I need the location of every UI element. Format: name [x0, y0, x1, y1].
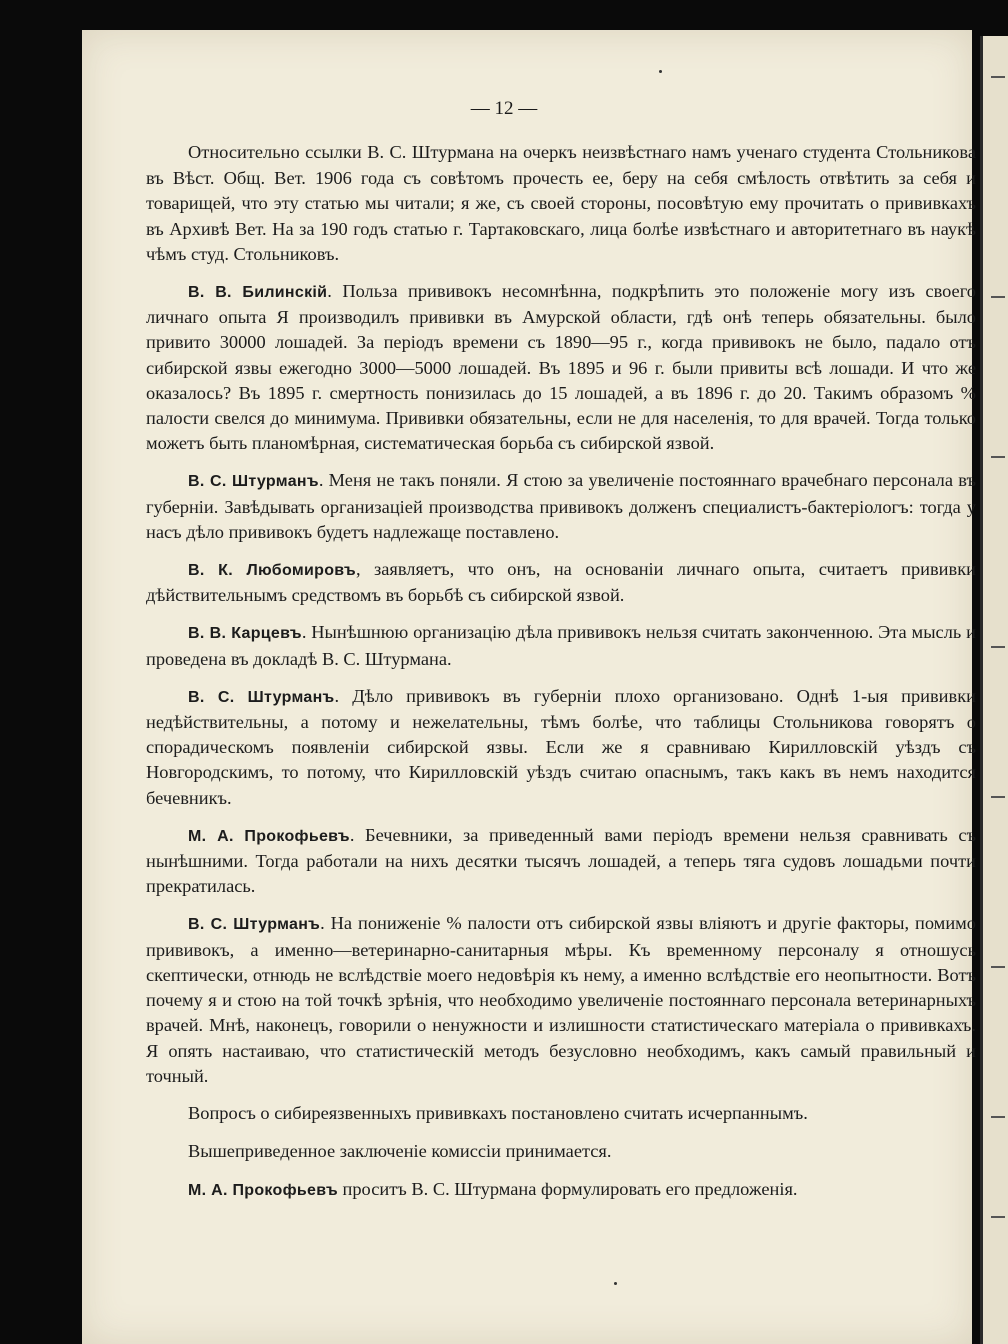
- speaker-name: В. В. Карцевъ: [188, 625, 302, 643]
- adjacent-page-edge: [980, 36, 1008, 1344]
- paragraph: [146, 557, 976, 608]
- paragraph: [146, 1177, 976, 1203]
- paragraph-text: . Нынѣшнюю организацію дѣла прививокъ нельзя считать законченною. Эта мысль и проведена въ докладѣ В. С. Штурмана.: [146, 622, 976, 669]
- paragraph: [146, 911, 976, 1088]
- paragraph: [146, 140, 976, 267]
- speaker-name: В. С. Штурманъ: [188, 473, 319, 491]
- speaker-name: М. А. Прокофьевъ: [188, 1182, 338, 1200]
- paper-speck: [614, 1282, 617, 1285]
- paragraph: [146, 1101, 976, 1127]
- speaker-name: М. А. Прокофьевъ: [188, 827, 350, 845]
- speaker-name: В. С. Штурманъ: [188, 916, 321, 934]
- paragraph: [146, 279, 976, 456]
- paragraph-text: . Польза прививокъ несомнѣнна, подкрѣпить это положеніе могу изъ своего личнаго опыта Я производилъ прививки въ Амурской области, гдѣ онѣ теперь обязательны. было привито 30000 лошадей. За періодъ времени съ 1890—95 г., когда прививокъ не было, падало отъ сибирской язвы ежегодно 3000—5000 лошадей. Въ 1895 и 96 г. были привиты всѣ лошади. И что же оказалось? Въ 1895 г. смертность понизилась до 15 лошадей, а въ 1896 г. до 20. Такимъ образомъ % палости свелся до минимума. Прививки обязательны, если не для населенія, то для врачей. Тогда только можетъ быть планомѣрная, систематическая борьба съ сибирской язвой.: [146, 281, 976, 454]
- paragraph: [146, 823, 976, 900]
- document-body: [146, 140, 976, 1216]
- paragraph-text: проситъ В. С. Штурмана формулировать его предложенія.: [337, 1179, 798, 1200]
- paragraph: [146, 620, 976, 671]
- paragraph-text: Вопросъ о сибиреязвенныхъ прививкахъ постановлено считать исчерпаннымъ.: [188, 1102, 808, 1123]
- paragraph-text: . На пониженіе % палости отъ сибирской язвы вліяютъ и другіе факторы, помимо прививокъ, а именно—ветеринарно-санитарныя мѣры. Къ временному персоналу я отношусь скептически, отнюдь не вслѣдствіе моего недовѣрія къ нему, а именно вслѣдствіе его неопытности. Вотъ почему я и стою на той точкѣ зрѣнія, что необходимо увеличеніе постояннаго персонала ветеринарныхъ врачей. Мнѣ, наконецъ, говорили о ненужности и излишности статистическаго матеріала о прививкахъ. Я опять настаиваю, что статистическій методъ безусловно необходимъ, какъ самый правильный и точный.: [146, 913, 976, 1086]
- paragraph-text: . Меня не такъ поняли. Я стою за увеличеніе постояннаго врачебнаго персонала въ губерніи. Завѣдывать организаціей производства прививокъ долженъ специалистъ-бактеріологъ: тогда у насъ дѣло прививокъ будетъ надлежаще поставлено.: [146, 470, 976, 542]
- speaker-name: В. С. Штурманъ: [188, 688, 335, 706]
- paragraph-text: . Дѣло прививокъ въ губерніи плохо организовано. Однѣ 1-ыя прививки недѣйствительны, а потому и нежелательны, тѣмъ болѣе, что таблицы Стольникова говорятъ о спорадическомъ появленіи сибирской язвы. Если же я сравниваю Кирилловскій уѣздъ съ Новгородскимъ, то потому, что Кирилловскій уѣздъ считаю опаснымъ, такъ какъ въ немъ находится бечевникъ.: [146, 685, 976, 808]
- paragraph-text: , заявляетъ, что онъ, на основаніи личнаго опыта, считаетъ прививки дѣйствительнымъ средствомъ въ борьбѣ съ сибирской язвой.: [146, 559, 976, 606]
- paragraph-text: Относительно ссылки В. С. Штурмана на очеркъ неизвѣстнаго намъ ученаго студента Стольникова въ Вѣст. Общ. Вет. 1906 года съ совѣтомъ прочесть ее, беру на себя смѣлость отвѣтить за себя и товарищей, что эту статью мы читали; я же, съ своей стороны, посовѣтую ему прочитать о прививкахъ въ Архивѣ Вет. На за 190 годъ статью г. Тартаковскаго, лица болѣе извѣстнаго и авторитетнаго въ наукѣ чѣмъ студ. Стольниковъ.: [146, 142, 976, 264]
- page-number: — 12 —: [470, 98, 538, 119]
- paragraph: [146, 1139, 976, 1165]
- paragraph-text: . Бечевники, за приведенный вами періодъ времени нельзя сравнивать съ нынѣшними. Тогда работали на нихъ десятки тысячъ лошадей, а теперь тяга судовъ лошадьми почти прекратилась.: [146, 824, 977, 897]
- paragraph: [146, 468, 976, 545]
- paragraph-text: Вышеприведенное заключеніе комиссіи принимается.: [188, 1141, 612, 1162]
- speaker-name: В. К. Любомировъ: [188, 562, 356, 580]
- speaker-name: В. В. Билинскій: [188, 284, 328, 302]
- paragraph: [146, 684, 976, 811]
- paper-speck: [659, 70, 662, 73]
